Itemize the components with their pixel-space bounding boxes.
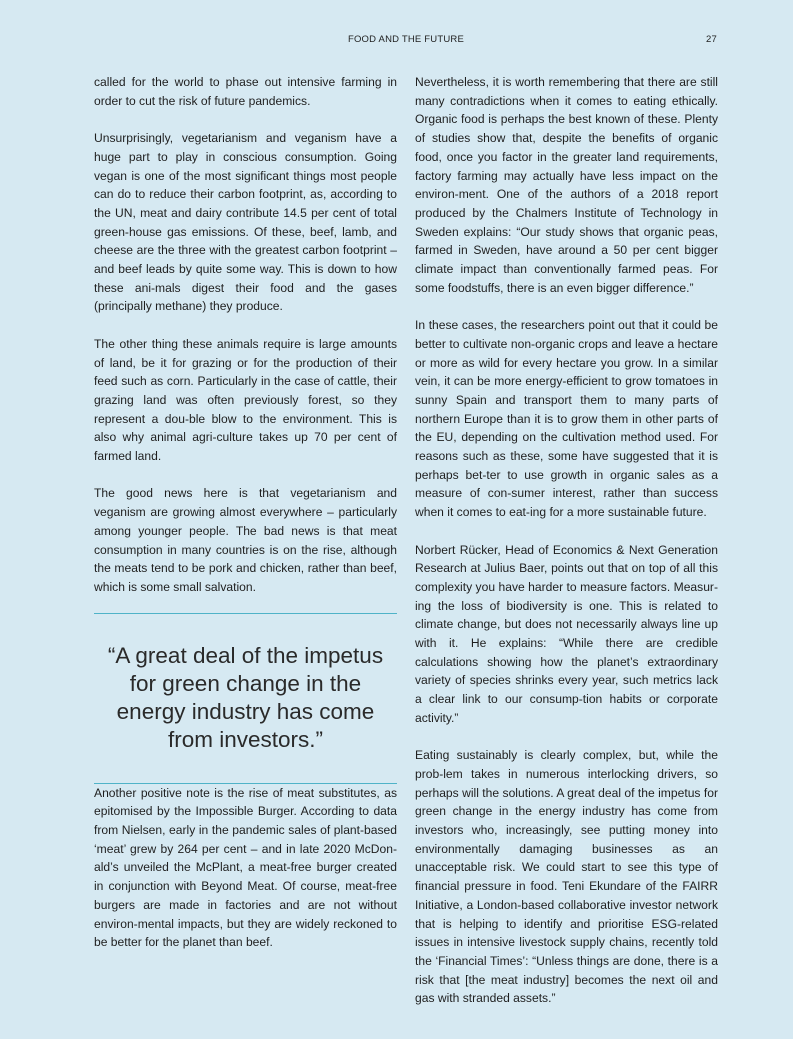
left-column [94,73,397,971]
paragraph: The other thing these animals require is large amounts of land, be it for grazing or for the production of their feed such as corn. Particularly in the case of cattle, their grazing land was often previously forest, so they represent a dou-ble blow to the environment. This is also why animal agri-culture takes up 70 per cent of farmed land. [94,336,397,464]
right-column [415,73,718,1027]
pull-quote [94,613,397,784]
section-title: FOOD AND THE FUTURE [347,34,465,45]
paragraph: Nevertheless, it is worth remembering that there are still many contradictions when it comes to eating ethically. Organic food is perhaps the best known of these. Plenty of studies show that, despite the benefits of organic food, once you factor in the greater land requirements, factory farming may actually have less impact on the environ-ment. One of the authors of a 2018 report produced by the Chalmers Institute of Technology in Sweden explains: “Our study shows that organic peas, farmed in Sweden, have around a 50 per cent bigger climate impact than conventionally farmed peas. For some foodstuffs, there is an even bigger difference.” [415,75,718,295]
paragraph: Another positive note is the rise of meat substitutes, as epitomised by the Impossible Burger. According to data from Nielsen, early in the pandemic sales of plant-based ‘meat’ grew by 264 per cent – and in late 2020 McDon-ald’s unveiled the McPlant, a meat-free burger created in conjunction with Beyond Meat. Of course, meat-free burgers are made in factories and are not without environ-mental impacts, but they are widely reckoned to be better for the planet than beef. [94,785,397,950]
paragraph: Norbert Rücker, Head of Economics & Next Generation Research at Julius Baer, points out that on top of all this complexity you have harder to measure factors. Measur-ing the loss of biodiversity is one. This is related to climate change, but does not necessarily always line up with it. He explains: “While there are credible calculations showing how the planet’s extraordinary variety of species shrinks every year, such metrics lack a clear link to our consump-tion habits or corporate activity.” [415,542,718,725]
page-number: 27 [706,34,717,45]
paragraph: called for the world to phase out intensive farming in order to cut the risk of future pandemics. [94,75,397,108]
paragraph: In these cases, the researchers point out that it could be better to cultivate non-organic crops and leave a hectare or more as wild for every hectare you grow. In a similar vein, it can be more energy-efficient to grow tomatoes in sunny Spain and transport them to many parts of northern Europe than it is to grow them in other parts of the EU, depending on the cultivation method used. For reasons such as these, some have suggested that it is perhaps bet-ter to use growth in organic sales as a measure of con-sumer interest, rather than success when it comes to eat-ing for a more sustainable future. [415,318,718,520]
running-header [0,34,793,48]
paragraph: Unsurprisingly, vegetarianism and veganism have a huge part to play in conscious consumption. Going vegan is one of the most significant things most people can do to reduce their carbon footprint, as, according to the UN, meat and dairy contribute 14.5 per cent of total green-house gas emissions. Of these, beef, lamb, and cheese are the three with the greatest carbon footprint – and beef leads by quite some way. This is down to how these ani-mals digest their food and the gases (principally methane) they produce. [94,131,397,314]
paragraph: Eating sustainably is clearly complex, but, while the prob-lem takes in numerous interlocking drivers, so perhaps will the solutions. A great deal of the impetus for green change in the energy industry has come from investors who, increasingly, see putting money into environmentally damaging businesses as an unacceptable risk. We could start to see this type of financial pressure in food. Teni Ekundare of the FAIRR Initiative, a London-based collaborative investor network that is helping to identify and prioritise ESG-related issues in intensive livestock supply chains, recently told the ‘Financial Times’: “Unless things are done, there is a risk that [the meat industry] becomes the next oil and gas with stranded assets.” [415,748,718,1006]
pull-quote-text: “A great deal of the impetus for green change in the energy industry has come from investors.” [107,642,384,752]
paragraph: The good news here is that vegetarianism and veganism are growing almost everywhere – particularly among younger people. The bad news is that meat consumption in many countries is on the rise, although the meats tend to be pork and chicken, rather than beef, which is some small salvation. [94,486,397,594]
